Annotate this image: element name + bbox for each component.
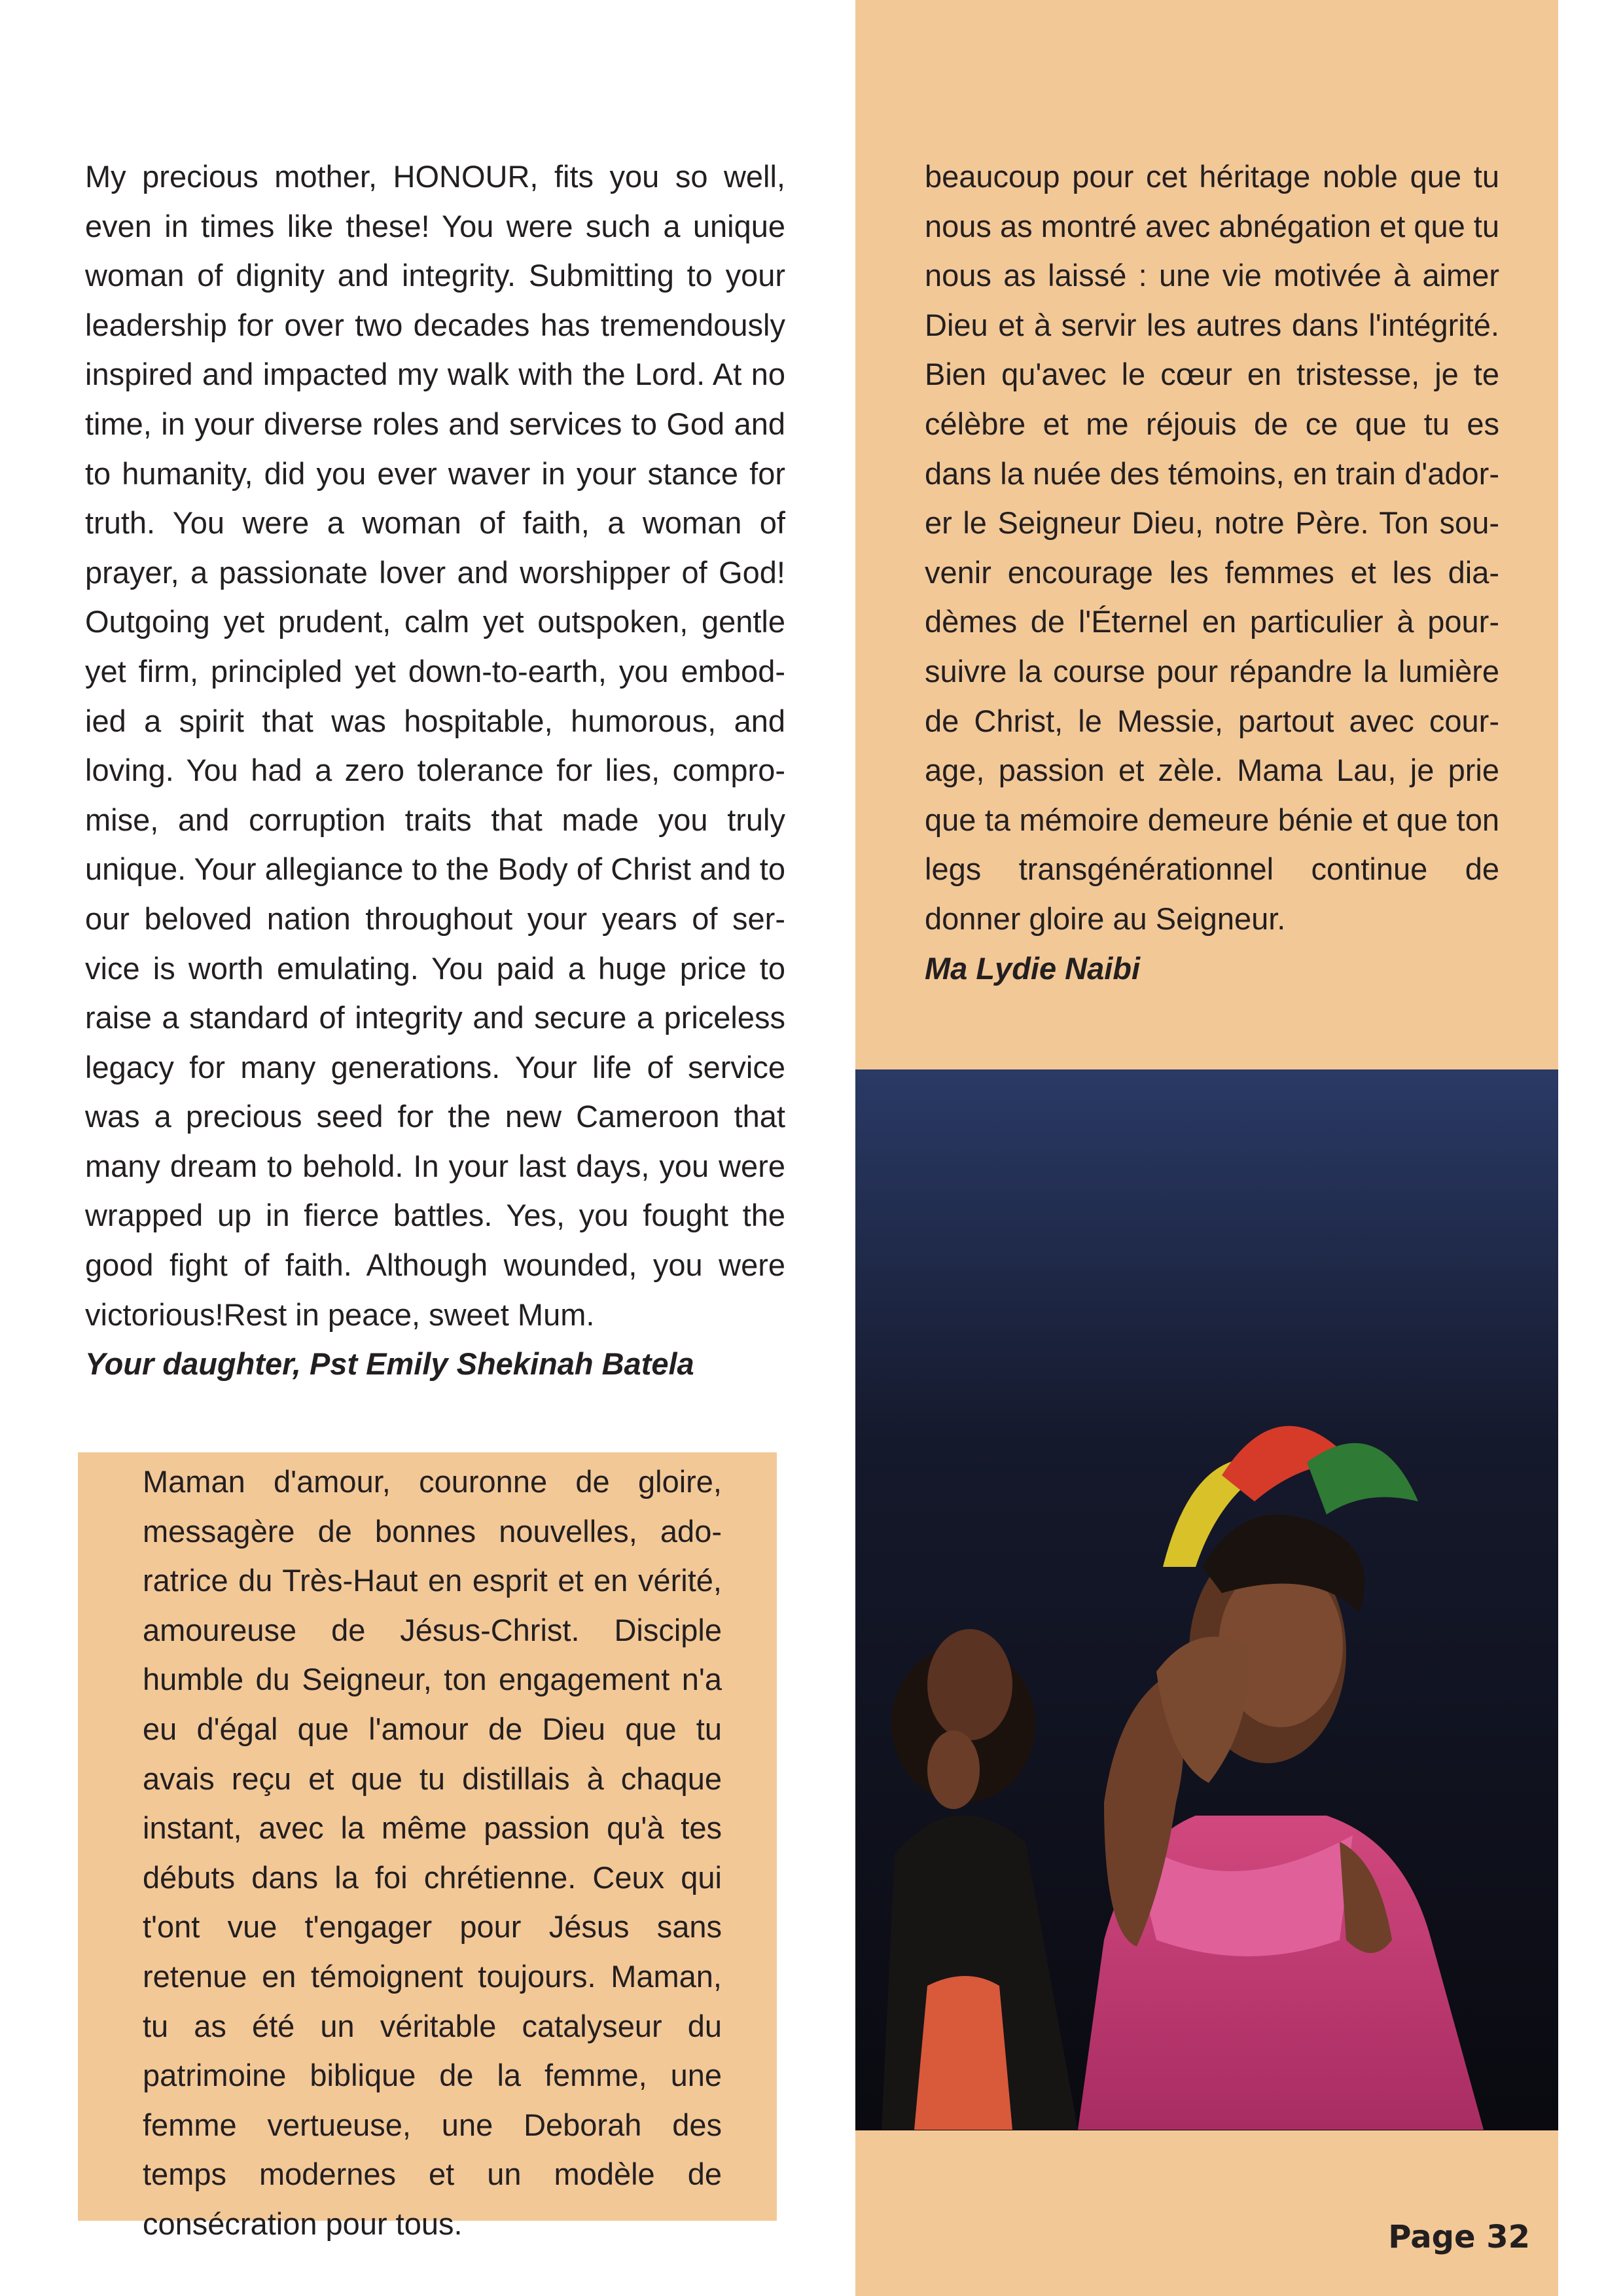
signature-lydie-naibi: Ma Lydie Naibi xyxy=(925,950,1141,986)
tribute-paragraph-french-box: Maman d'amour, couronne de gloire, messagère de bonnes nouvelles, adoratrice du Très-Haut en esprit et en vérité, amoureuse de Jésus-Christ. Disciple humble du Seigneur, ton engagement n'a eu d'égal que l'amour de Dieu que tu avais reçu et que tu distillais à chaque instant, avec la même passion qu'à tes débuts dans la foi chrétienne. Ceux qui t'ont vue t'engager pour Jésus sans retenue en témoignent toujours. Maman, tu as été un véritable catalyseur du patrimoine biblique de la femme, une femme vertueuse, une Deborah des temps modernes et un modèle de consécration pour tous. xyxy=(143,1464,722,2241)
left-column xyxy=(85,152,785,1389)
page-number: Page 32 xyxy=(1388,2219,1530,2255)
right-column xyxy=(925,152,1499,993)
photo-women-celebrating xyxy=(855,1069,1558,2130)
tribute-paragraph-french-continued: beaucoup pour cet héritage noble que tu nous as montré avec abnégation et que tu nous as laissé : une vie motivée à aimer Dieu et à servir les autres dans l'intégrité. Bien qu'avec le cœur en tristesse, je te célèbre et me réjouis de ce que tu es dans la nuée des témoins, en train d'adorer le Seigneur Dieu, notre Père. Ton souvenir encourage les femmes et les diadèmes de l'Éternel en particulier à poursuivre la course pour répandre la lumière de Christ, le Messie, partout avec courage, passion et zèle. Mama Lau, je prie que ta mémoire demeure bénie et que ton legs transgénérationnel continue de donner gloire au Seigneur. xyxy=(925,159,1499,936)
signature-emily-batela: Your daughter, Pst Emily Shekinah Batela xyxy=(85,1346,694,1382)
french-tribute-text xyxy=(143,1457,722,2249)
tribute-paragraph-english: My precious mother, HONOUR, fits you so well, even in times like these! You were such a unique woman of dignity and integrity. Submitting to your leadership for over two decades has tremendously inspired and impacted my walk with the Lord. At no time, in your diverse roles and services to God and to humanity, did you ever waver in your stance for truth. You were a woman of faith, a woman of prayer, a passionate lover and worshipper of God! Outgoing yet prudent, calm yet outspoken, gentle yet firm, principled yet down-to-earth, you embodied a spirit that was hospitable, humorous, and loving. You had a zero tolerance for lies, compromise, and corruption traits that made you truly unique. Your allegiance to the Body of Christ and to our beloved nation throughout your years of service is worth emulating. You paid a huge price to raise a standard of integrity and secure a priceless legacy for many generations. Your life of service was a precious seed for the new Cameroon that many dream to behold. In your last days, you were wrapped up in fierce battles. Yes, you fought the good fight of faith. Although wounded, you were victorious!Rest in peace, sweet Mum. xyxy=(85,159,785,1332)
